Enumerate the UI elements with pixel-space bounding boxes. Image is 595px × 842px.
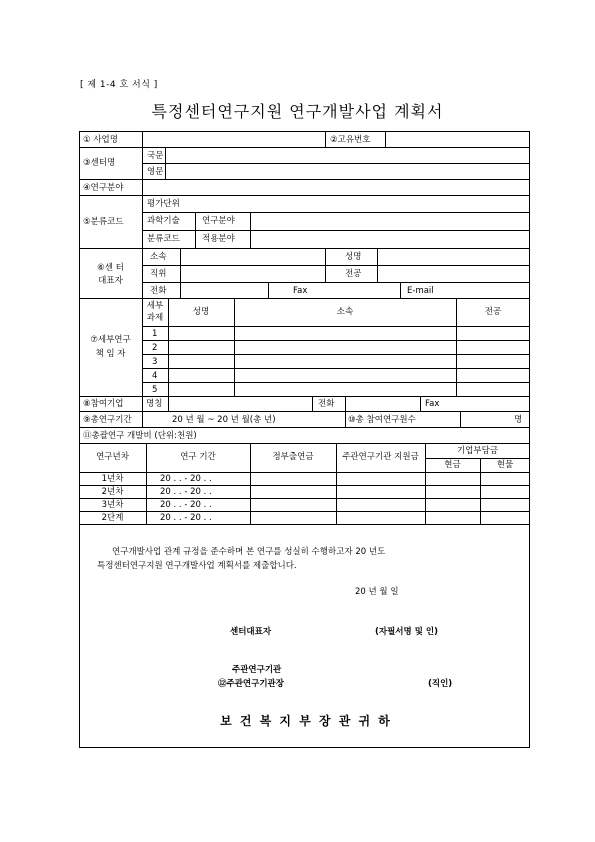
english-label: 영문 (147, 167, 164, 177)
host-head-label: ⑫주관연구기관장 (218, 679, 284, 689)
sub-num: 1 (152, 329, 158, 339)
declaration-date: 20 년 월 일 (355, 587, 399, 597)
table-rule (79, 427, 530, 428)
table-rule (142, 368, 530, 369)
table-rule (79, 248, 530, 249)
declaration-line-1: 연구개발사업 관계 규정을 준수하며 본 연구를 성실히 수행하고자 20 년도 (112, 547, 386, 557)
table-rule (142, 248, 143, 298)
table-rule (142, 163, 530, 164)
table-row-period: 20 . . - 20 . . (160, 474, 212, 484)
sub-task-label: 세부 (146, 301, 164, 311)
unique-no-label: ②고유번호 (330, 135, 371, 145)
table-rule (312, 396, 313, 411)
host-header: 주관연구기관 지원금 (342, 452, 419, 462)
table-rule (425, 458, 530, 459)
addressee: 보 건 복 지 부 장 관 귀 하 (220, 714, 390, 728)
table-row-label: 3년차 (101, 500, 124, 510)
company-fax-label: Fax (425, 399, 440, 409)
table-rule (142, 282, 530, 283)
table-rule (142, 340, 530, 341)
name-label: 성명 (345, 252, 362, 262)
designation-label: 명칭 (146, 399, 163, 409)
table-rule (142, 131, 143, 147)
host-inst-label: 주관연구기관 (232, 665, 282, 675)
table-rule (79, 524, 530, 525)
sub-num: 5 (152, 385, 158, 395)
sub-num: 2 (152, 343, 158, 353)
table-rule (142, 179, 143, 195)
table-rule (142, 265, 530, 266)
form-number: [ 제 1-4 호 서식 ] (80, 80, 158, 90)
table-rule (142, 396, 143, 411)
table-rule (195, 212, 196, 248)
table-rule (142, 411, 143, 427)
center-rep-label: 센터대표자 (230, 627, 272, 637)
representative-label-2: 대표자 (98, 276, 123, 286)
sub-major-header: 전공 (484, 307, 502, 317)
eval-unit-label: 평가단위 (147, 199, 180, 209)
research-area-label: 연구분야 (202, 216, 235, 226)
year-header: 연구년차 (96, 452, 129, 462)
table-rule (79, 298, 530, 299)
classification-label: ⑤분류코드 (83, 217, 124, 227)
table-row-period: 20 . . - 20 . . (160, 500, 212, 510)
table-rule (142, 354, 530, 355)
table-rule (165, 147, 166, 179)
position-label: 직위 (150, 269, 167, 279)
table-rule (79, 396, 530, 397)
participating-label: ⑧참여기업 (83, 399, 124, 409)
table-rule (325, 248, 326, 282)
total-researchers-label: ⑩총 참여연구원수 (348, 415, 416, 425)
table-rule (142, 195, 143, 248)
affiliation-label: 소속 (150, 252, 167, 262)
total-period-label: ⑨총연구기간 (83, 415, 132, 425)
sub-name-header: 성명 (192, 307, 210, 317)
table-rule (79, 195, 530, 196)
sub-affiliation-header: 소속 (336, 307, 354, 317)
table-rule (142, 382, 530, 383)
table-rule (400, 282, 401, 298)
table-rule (142, 230, 530, 231)
table-rule (142, 147, 143, 179)
sci-tech-label: 과학기술 (147, 216, 180, 226)
research-field-label: ④연구분야 (83, 183, 124, 193)
major-label: 전공 (345, 269, 362, 279)
company-header: 기업부담금 (456, 446, 499, 456)
fax-label: Fax (293, 286, 308, 296)
table-rule (325, 131, 326, 147)
company-phone-label: 전화 (318, 399, 335, 409)
period-header: 연구 기간 (180, 452, 216, 462)
persons-unit: 명 (514, 415, 523, 425)
table-rule (460, 411, 461, 427)
phone-label: 전화 (150, 286, 167, 296)
table-row-label: 1년차 (101, 474, 124, 484)
table-rule (168, 396, 169, 411)
application-area-label: 적용분야 (202, 234, 235, 244)
inkind-header: 현물 (496, 460, 514, 470)
representative-label: ⑥센 터 (97, 263, 124, 273)
sub-num: 3 (152, 357, 158, 367)
table-rule (142, 212, 530, 213)
table-rule (79, 147, 530, 148)
signature-label: (자필서명 및 인) (375, 627, 438, 637)
project-name-label: ① 사업명 (83, 135, 118, 145)
cash-header: 현금 (444, 460, 461, 470)
table-row-period: 20 . . - 20 . . (160, 487, 212, 497)
sub-task-label-2: 과제 (146, 313, 164, 323)
sub-leader-label: ⑦세부연구 (90, 335, 131, 345)
declaration-line-2: 특정센터연구지원 연구개발사업 계획서를 제출합니다. (97, 561, 297, 571)
table-rule (268, 282, 269, 298)
gov-header: 정부출연금 (272, 452, 314, 462)
table-rule (385, 131, 386, 147)
table-rule (79, 411, 530, 412)
email-label: E-mail (407, 286, 434, 296)
page-title: 특정센터연구지원 연구개발사업 계획서 (151, 102, 444, 121)
center-name-label: ③센터명 (83, 158, 116, 168)
table-rule (142, 326, 530, 327)
table-rule (345, 396, 346, 411)
table-row-period: 20 . . - 20 . . (160, 513, 212, 523)
table-rule (79, 179, 530, 180)
table-rule (420, 396, 421, 411)
class-code-label: 분류코드 (147, 234, 180, 244)
table-row-label: 2년차 (101, 487, 124, 497)
table-row-label: 2단계 (101, 513, 124, 523)
seal-label: (직인) (428, 679, 453, 689)
table-rule (377, 248, 378, 282)
sub-num: 4 (152, 371, 158, 381)
period-value: 20 년 월 ~ 20 년 월(총 년) (172, 415, 276, 425)
korean-label: 국문 (147, 151, 164, 161)
table-rule (180, 248, 181, 298)
table-rule (250, 212, 251, 248)
table-rule (345, 411, 346, 427)
total-cost-label: ⑪총괄연구 개발비 (단위:천원) (83, 431, 197, 441)
sub-leader-label-2: 책 임 자 (95, 349, 126, 359)
